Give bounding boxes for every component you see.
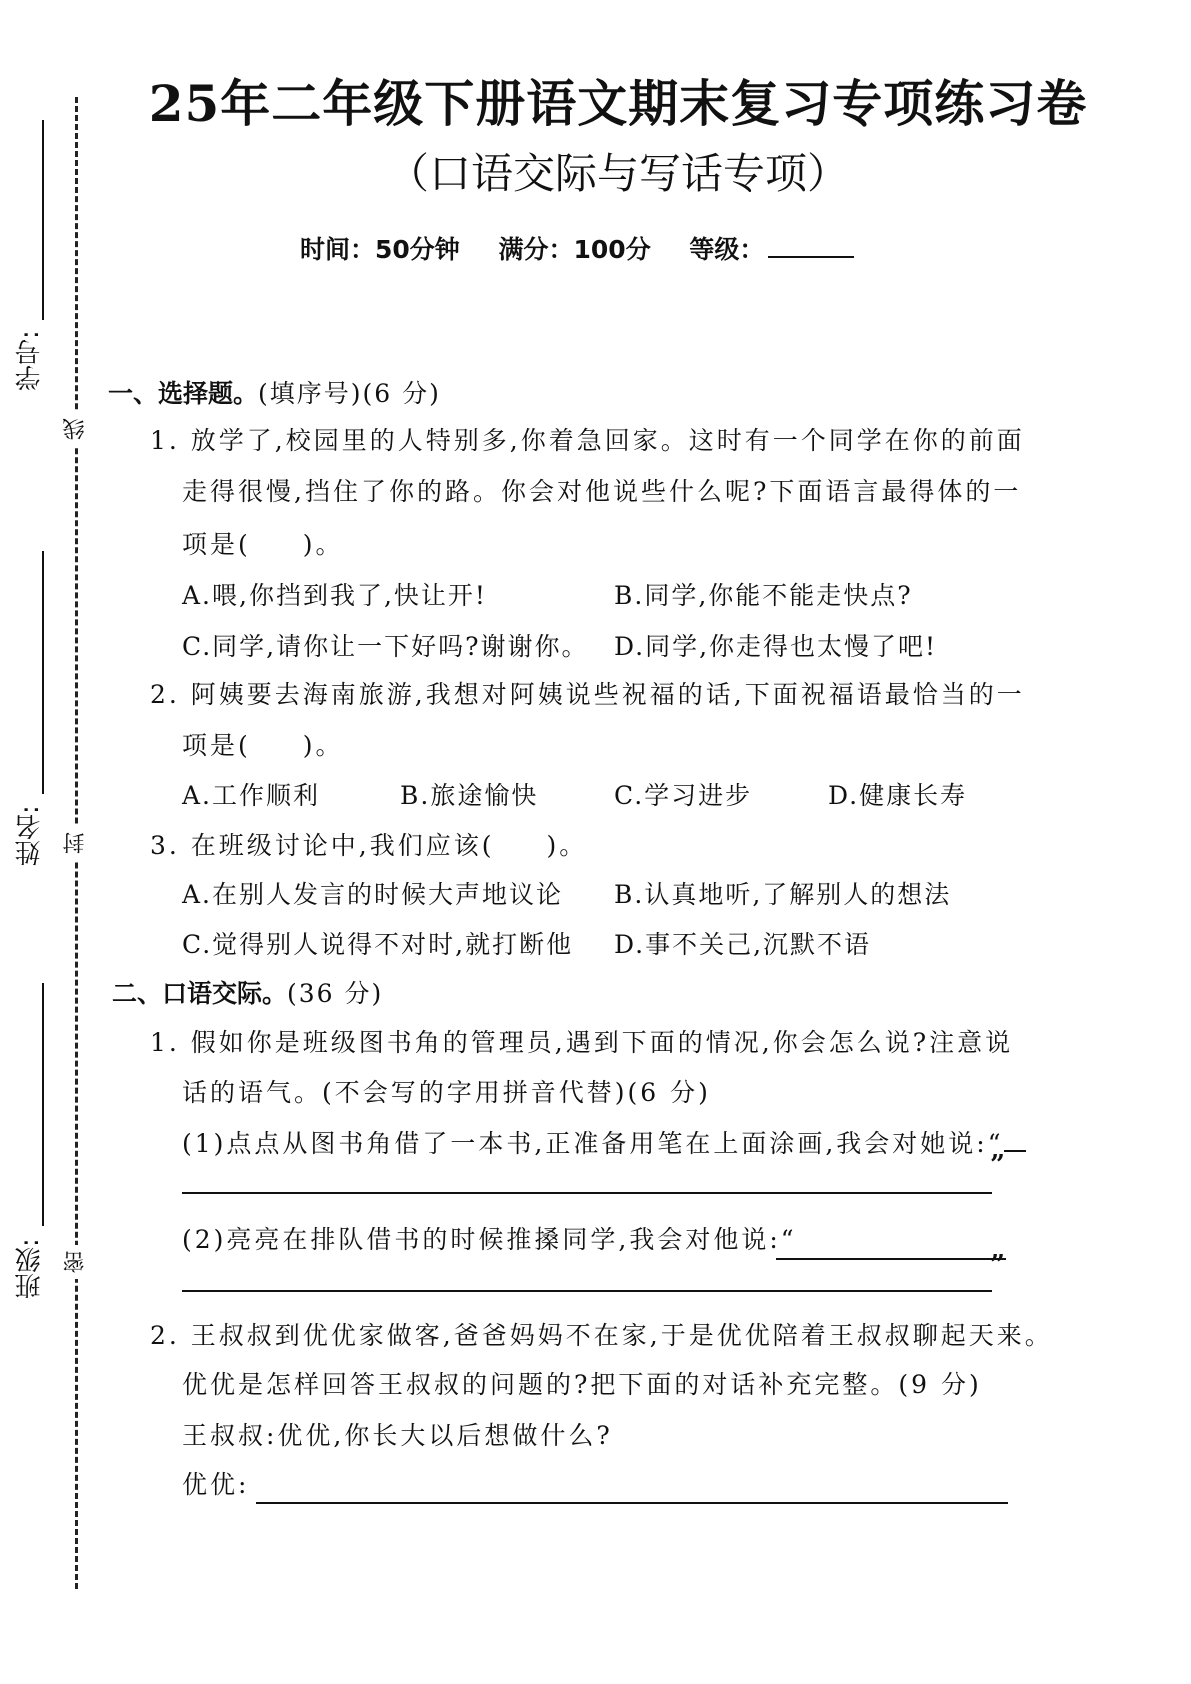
section2-title: 二、口语交际。 (112, 979, 288, 1008)
s1-q1-line2: 走得很慢,挡住了你的路。你会对他说些什么呢?下面语言最得体的一 (182, 477, 1022, 506)
name-blank[interactable] (42, 551, 44, 794)
s1-q2-option-b: B.旅途愉快 (400, 781, 539, 810)
s1-q1-option-a: A.喂,你挡到我了,快让开! (182, 581, 487, 610)
s2-q1-sub2-close-quote: ” (990, 1250, 1005, 1280)
s1-q2-line2 (182, 728, 344, 764)
student-id-label: 学号: (15, 330, 45, 391)
s1-q1-line1: 1. 放学了,校园里的人特别多,你着急回家。这时有一个同学在你的前面 (150, 426, 1025, 455)
s2-q2-dialog-youyou-label: 优优: (182, 1470, 250, 1499)
s1-q3-option-b: B.认真地听,了解别人的想法 (614, 880, 952, 909)
binding-mark-seal: 封 (62, 826, 90, 860)
s2-q2-line2: 优优是怎样回答王叔叔的问题的?把下面的对话补充完整。(9 分) (182, 1370, 982, 1399)
s2-q1-sub2-answer-line[interactable] (182, 1290, 992, 1292)
s2-q1-sub2-blank-start[interactable] (776, 1258, 1006, 1260)
binding-mark-secret: 密 (62, 1245, 90, 1279)
s2-q1-sub1-answer-line[interactable] (182, 1192, 992, 1194)
name-label: 姓名: (15, 805, 45, 866)
s1-q2-line1: 2. 阿姨要去海南旅游,我想对阿姨说些祝福的话,下面祝福语最恰当的一 (150, 680, 1025, 709)
s2-q1-line1: 1. 假如你是班级图书角的管理员,遇到下面的情况,你会怎么说?注意说 (150, 1028, 1014, 1057)
s2-q1-sub2-text: (2)亮亮在排队借书的时候推搡同学,我会对他说:“ (182, 1225, 797, 1254)
s1-q2-option-c: C.学习进步 (614, 781, 753, 810)
s1-q1-option-d: D.同学,你走得也太慢了吧! (614, 632, 938, 661)
s2-q2-line1: 2. 王叔叔到优优家做客,爸爸妈妈不在家,于是优优陪着王叔叔聊起天来。 (150, 1321, 1053, 1350)
exam-full-score: 满分：100分 (498, 235, 651, 264)
student-id-blank[interactable] (42, 120, 44, 320)
s2-q1-sub2 (182, 1222, 797, 1258)
s2-q1-sub1-blank-start[interactable] (1004, 1124, 1026, 1152)
s1-q3-option-d: D.事不关己,沉默不语 (614, 930, 872, 959)
s1-q3-stem: 3. 在班级讨论中,我们应该( (150, 831, 495, 860)
s2-q2-youyou-answer-line[interactable] (256, 1502, 1008, 1504)
s2-q1-line2: 话的语气。(不会写的字用拼音代替)(6 分) (182, 1078, 711, 1107)
class-label: 班级: (15, 1238, 45, 1299)
grade-blank[interactable] (768, 232, 854, 258)
s1-q3-line1 (150, 828, 587, 864)
class-blank[interactable] (42, 983, 44, 1226)
s1-q1-option-b: B.同学,你能不能走快点? (614, 581, 913, 610)
section2-score: (36 分) (287, 979, 384, 1008)
binding-mark-line: 线 (62, 412, 90, 446)
page-subtitle: （口语交际与写话专项） (386, 149, 849, 198)
s1-q1-tail: )。 (302, 530, 344, 559)
s2-q1-sub1-close-quote: ” (990, 1150, 1005, 1180)
s2-q2-dialog-uncle: 王叔叔:优优,你长大以后想做什么? (182, 1421, 613, 1450)
exam-meta (300, 232, 884, 268)
s1-q3-tail: )。 (546, 831, 588, 860)
s1-q2-tail: )。 (302, 731, 344, 760)
s1-q2-option-a: A.工作顺利 (182, 781, 321, 810)
page-title: 25年二年级下册语文期末复习专项练习卷 (148, 74, 1088, 133)
s1-q3-option-c: C.觉得别人说得不对时,就打断他 (182, 930, 574, 959)
grade-label: 等级： (689, 235, 765, 264)
s1-q2-stem-end: 项是( (182, 731, 251, 760)
section1-heading (108, 376, 441, 412)
s1-q1-stem-end: 项是( (182, 530, 251, 559)
s1-q2-option-d: D.健康长寿 (828, 781, 968, 810)
exam-time: 时间：50分钟 (300, 235, 460, 264)
section2-heading (112, 976, 383, 1012)
section1-title: 一、选择题。 (108, 379, 259, 408)
s1-q3-option-a: A.在别人发言的时候大声地议论 (182, 880, 564, 909)
s2-q1-sub1 (182, 1124, 1026, 1162)
s1-q1-line3 (182, 527, 344, 563)
s2-q1-sub1-text: (1)点点从图书角借了一本书,正准备用笔在上面涂画,我会对她说:“ (182, 1129, 1004, 1158)
s1-q1-option-c: C.同学,请你让一下好吗?谢谢你。 (182, 632, 589, 661)
section1-score: (填序号)(6 分) (258, 379, 441, 408)
